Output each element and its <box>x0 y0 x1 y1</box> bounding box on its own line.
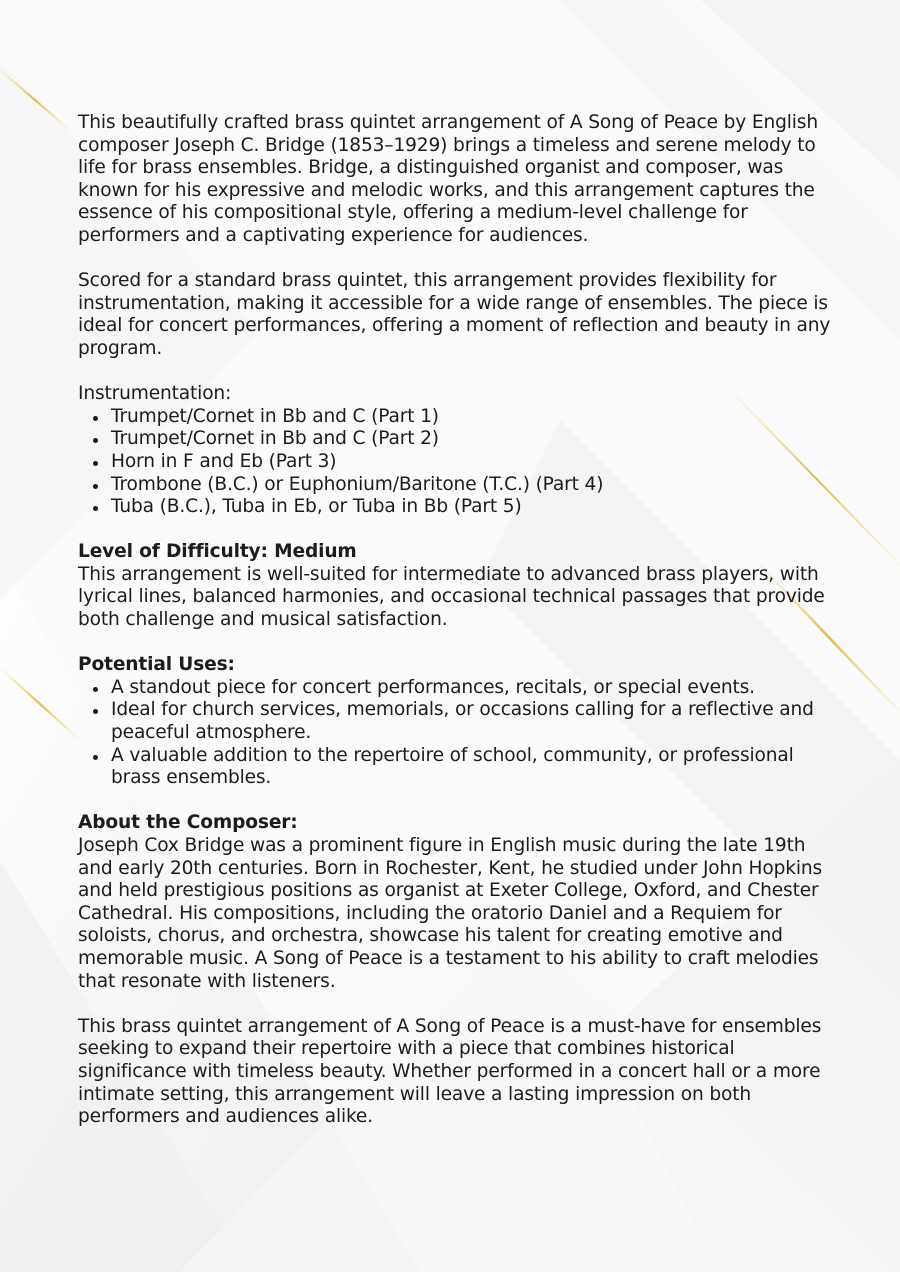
list-item: Ideal for church services, memorials, or occasions calling for a reflective and peaceful atmosphere. <box>111 699 838 744</box>
composer-heading: About the Composer: <box>78 812 298 834</box>
list-item: Trumpet/Cornet in Bb and C (Part 1) <box>111 406 838 429</box>
list-item: A standout piece for concert performances, recitals, or special events. <box>111 677 838 700</box>
instrumentation-list <box>78 406 838 519</box>
list-item: Tuba (B.C.), Tuba in Eb, or Tuba in Bb (Part 5) <box>111 496 838 519</box>
list-item: Horn in F and Eb (Part 3) <box>111 451 838 474</box>
instrumentation-label: Instrumentation: <box>78 383 232 405</box>
list-item: Trombone (B.C.) or Euphonium/Baritone (T.C.) (Part 4) <box>111 474 838 497</box>
intro-paragraph-1: This beautifully crafted brass quintet arrangement of A Song of Peace by English composer Joseph C. Bridge (1853–1929) brings a timeless and serene melody to life for brass ensembles. Bridge, a distinguished organist and composer, was known for his expressive and melodic works, and this arrangement captures the essence of his compositional style, offering a medium-level challenge for performers and a captivating experience for audiences. <box>78 112 818 246</box>
uses-list <box>78 677 838 790</box>
document-body <box>78 112 838 1129</box>
list-item: Trumpet/Cornet in Bb and C (Part 2) <box>111 428 838 451</box>
list-item: A valuable addition to the repertoire of school, community, or professional brass ensembles. <box>111 745 838 790</box>
intro-paragraph-2: Scored for a standard brass quintet, this arrangement provides flexibility for instrumentation, making it accessible for a wide range of ensembles. The piece is ideal for concert performances, offering a moment of reflection and beauty in any program. <box>78 270 831 359</box>
difficulty-heading: Level of Difficulty: Medium <box>78 541 357 563</box>
closing-paragraph: This brass quintet arrangement of A Song of Peace is a must-have for ensembles seeking to expand their repertoire with a piece that combines historical significance with timeless beauty. Whether performed in a concert hall or a more intimate setting, this arrangement will leave a lasting impression on both performers and audiences alike. <box>78 1015 822 1128</box>
uses-heading: Potential Uses: <box>78 654 235 676</box>
composer-text: Joseph Cox Bridge was a prominent figure in English music during the late 19th and early 20th centuries. Born in Rochester, Kent, he studied under John Hopkins and held prestigious positions as organist at Exeter College, Oxford, and Chester Cathedral. His compositions, including the oratorio Daniel and a Requiem for soloists, chorus, and orchestra, showcase his talent for creating emotive and memorable music. A Song of Peace is a testament to his ability to craft melodies that resonate with listeners. <box>78 835 823 992</box>
difficulty-text: This arrangement is well-suited for intermediate to advanced brass players, with lyrical lines, balanced harmonies, and occasional technical passages that provide both challenge and musical satisfaction. <box>78 563 825 631</box>
